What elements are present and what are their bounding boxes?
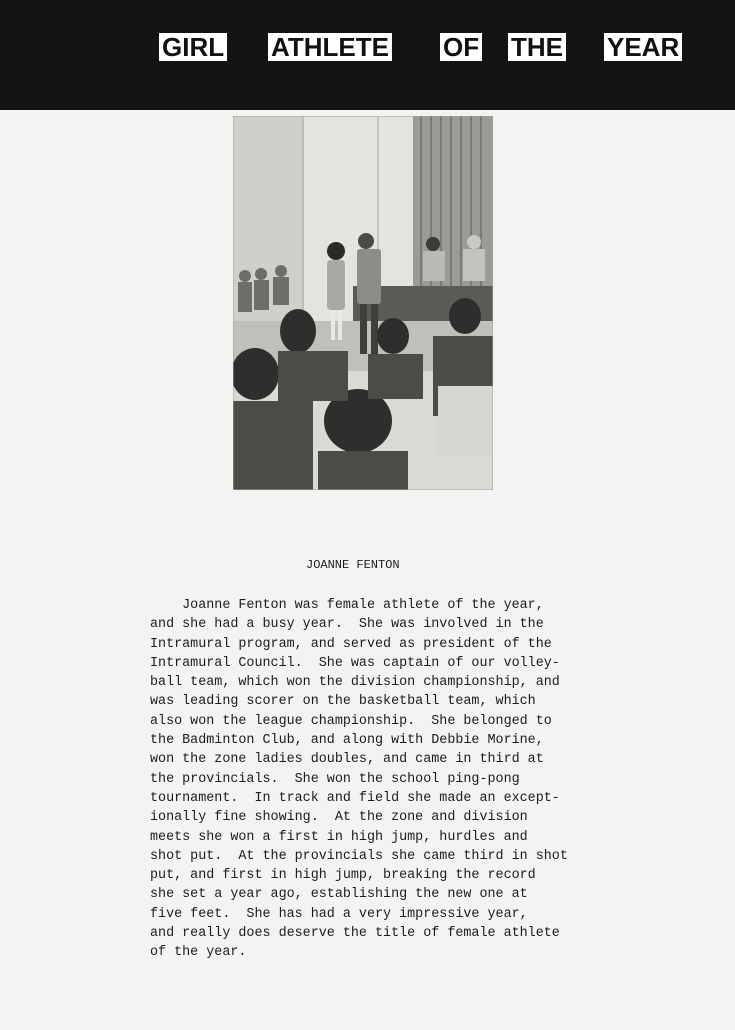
article-line: she set a year ago, establishing the new one at: [150, 887, 528, 903]
article-line: won the zone ladies doubles, and came in third at: [150, 752, 544, 768]
article-line: the Badminton Club, and along with Debbie Morine,: [150, 733, 544, 749]
article-line: meets she won a first in high jump, hurdles and: [150, 829, 528, 845]
article-line: put, and first in high jump, breaking the record: [150, 868, 536, 884]
article-line: and really does deserve the title of female athlete: [150, 926, 560, 942]
article-line: Joanne Fenton was female athlete of the year,: [150, 598, 544, 613]
caption-name: JOANNE FENTON: [306, 558, 400, 572]
title-word-the: THE: [508, 33, 566, 61]
article-line: Intramural program, and served as president of the: [150, 636, 552, 652]
title-word-of: OF: [440, 33, 482, 61]
award-ceremony-photo: [233, 116, 493, 490]
article-line: also won the league championship. She belonged to: [150, 713, 552, 729]
article-body: [150, 596, 610, 963]
article-line: Intramural Council. She was captain of our volley-: [150, 655, 560, 671]
article-line: the provincials. She won the school ping-pong: [150, 771, 520, 787]
title-word-athlete: ATHLETE: [268, 33, 392, 61]
title-word-year: YEAR: [604, 33, 682, 61]
article-line: was leading scorer on the basketball team, which: [150, 694, 536, 710]
title-word-girl: GIRL: [159, 33, 227, 61]
article-line: tournament. In track and field she made an except-: [150, 790, 560, 806]
article-line: ionally fine showing. At the zone and division: [150, 810, 528, 826]
article-line: shot put. At the provincials she came third in shot: [150, 848, 568, 864]
article-line: and she had a busy year. She was involved in the: [150, 617, 544, 633]
article-line: five feet. She has had a very impressive year,: [150, 906, 528, 922]
article-line: of the year.: [150, 945, 247, 961]
article-line: ball team, which won the division championship, and: [150, 675, 560, 691]
header-band: [0, 0, 735, 110]
